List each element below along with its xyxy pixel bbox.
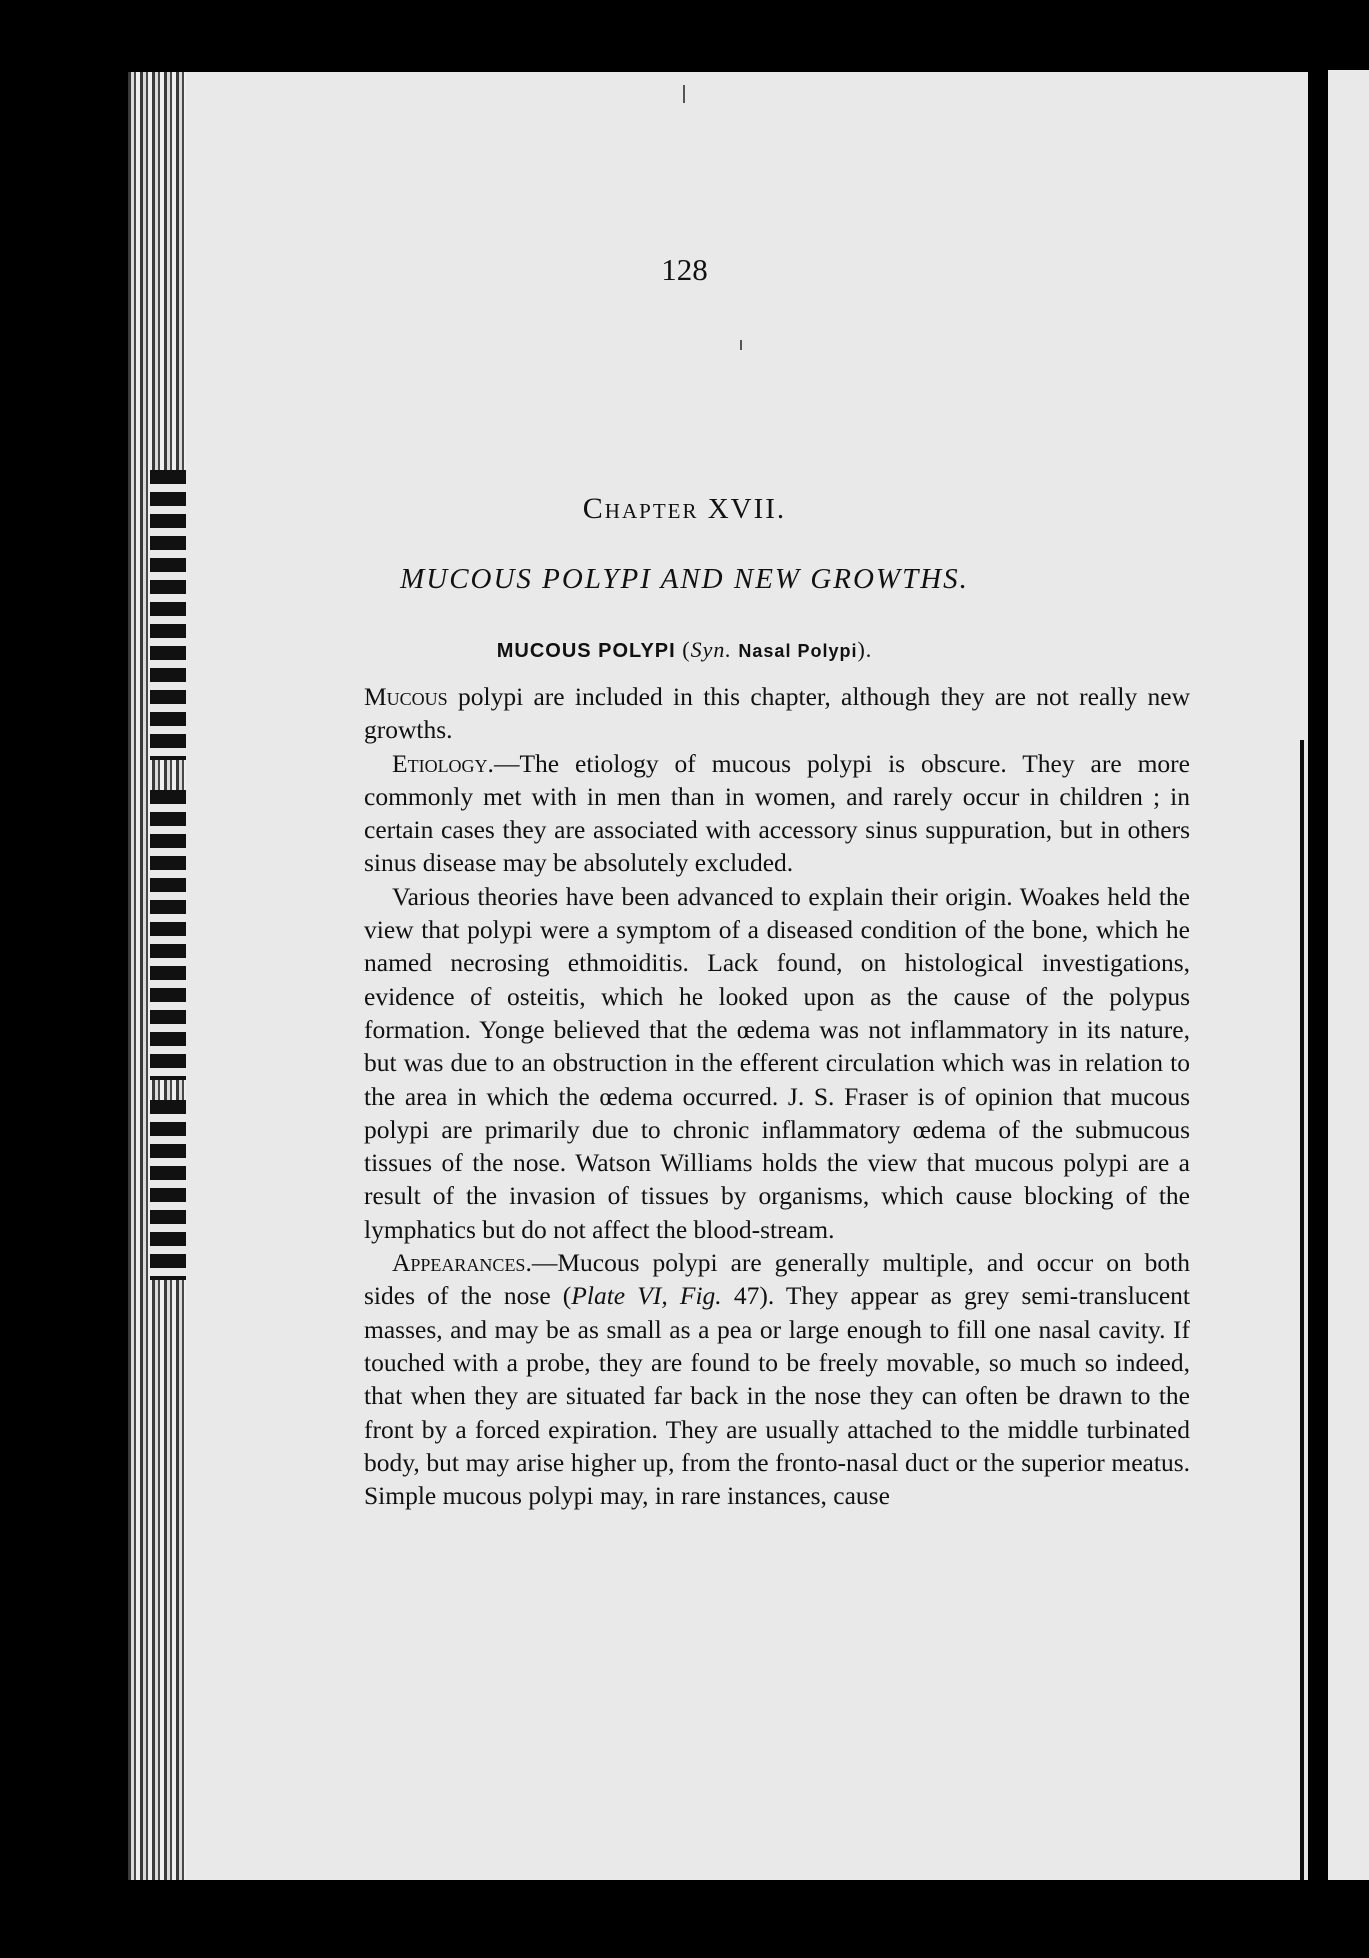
binding-marks-bottom xyxy=(150,1100,186,1280)
section-title: MUCOUS POLYPI xyxy=(496,640,676,662)
section-heading xyxy=(0,637,1369,663)
paragraph-text: —Mucous polypi are generally multiple, and occur on both sides of the nose ( xyxy=(364,1248,1190,1311)
figure-reference: Plate VI, Fig. xyxy=(571,1281,722,1311)
paragraph-etiology xyxy=(364,747,1190,880)
paragraph-text: Various theories have been advanced to explain their origin. Woakes held the view that polypi were a symptom of a diseased condition of the bone, which he named necrosing ethmoiditis. Lack found, on histological investigations, evidence of osteitis, which he looked upon as the cause of the polypus formation. Yonge believed that the œdema was not inflammatory in its nature, but was due to an obstruction in the efferent circulation which was in relation to the area in which the œdema occurred. J. S. Fraser is of opinion that mucous polypi are primarily due to chronic inflammatory œdema of the submucous tissues of the nose. Watson Williams holds the view that mucous polypi are a result of the invasion of tissues by organisms, which cause blocking of the lymphatics but do not affect the blood-stream. xyxy=(364,881,1190,1244)
paragraph-lead: Mucous xyxy=(364,682,448,711)
synonym-text: Nasal Polypi xyxy=(738,641,858,661)
binding-marks-middle xyxy=(150,790,186,1080)
chapter-label: Chapter xyxy=(582,492,699,525)
chapter-heading xyxy=(0,492,1369,526)
body-text xyxy=(364,680,1190,1512)
paragraph-appearances xyxy=(364,1246,1190,1512)
facing-page-strip xyxy=(1328,70,1369,1880)
paragraph-lead: Appearances. xyxy=(392,1248,532,1278)
paragraph-text: ). They appear as grey semi-translucent masses, and may be as small as a pea or large enough to fill one nasal cavity. If touched with a probe, they are found to be freely movable, so much so indeed, that when they are situated far back in the nose they can often be drawn to the front by a forced expiration. They are usually attached to the middle turbinated body, but may arise higher up, from the fronto-nasal duct or the superior meatus. Simple mucous polypi may, in rare instances, cause xyxy=(364,1281,1190,1511)
synonym-label: Syn. xyxy=(690,637,732,662)
chapter-numeral: XVII. xyxy=(707,493,787,525)
dust-speck xyxy=(683,85,685,103)
paragraph-lead: Etiology. xyxy=(392,748,494,778)
synonym-close: ). xyxy=(857,637,873,662)
paragraph-theories xyxy=(364,880,1190,1246)
figure-number: 47 xyxy=(721,1281,760,1311)
paragraph-text: —The etiology of mucous polypi is obscure. They are more commonly met with in men than in women, and rarely occur in children ; in certain cases they are associated with accessory sinus suppuration, but in others sinus disease may be absolutely excluded. xyxy=(364,748,1190,878)
paragraph-intro xyxy=(364,680,1190,747)
page-edge-line xyxy=(1300,740,1304,1880)
chapter-title: MUCOUS POLYPI AND NEW GROWTHS. xyxy=(400,563,969,595)
dust-speck xyxy=(740,340,742,350)
page-number: 128 xyxy=(661,252,708,287)
paragraph-text: polypi are included in this chapter, although they are not really new growths. xyxy=(364,682,1190,745)
synonym-open: ( xyxy=(682,637,691,662)
